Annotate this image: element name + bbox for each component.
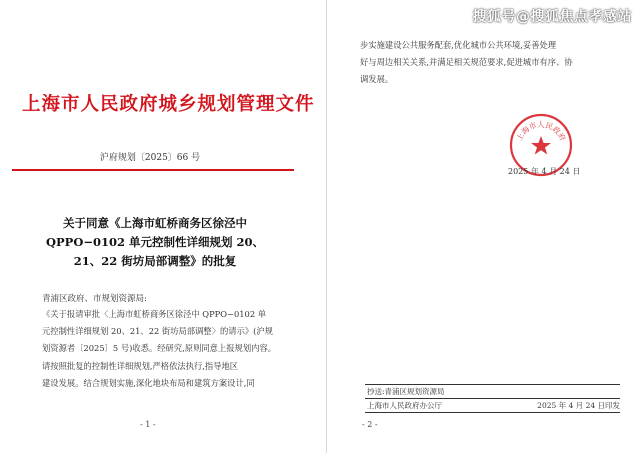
body-line: 步实施建设公共服务配套,优化城市公共环境,妥善处理 [360, 40, 557, 50]
cc-bottom-rule [365, 412, 620, 413]
title-line: 关于同意《上海市虹桥商务区徐泾中 [63, 216, 247, 230]
body-line: 建设发展。结合规划实施,深化地块布局和建筑方案设计,同 [42, 377, 255, 388]
watermark: 搜狐号@搜狐焦点孝感站 [472, 9, 632, 25]
issue-date: 2025 年 4 月 24 日印发 [537, 401, 620, 410]
seal-text: 上海市人民政府 [514, 120, 568, 143]
document-number: 沪府规划〔2025〕66 号 [99, 153, 201, 163]
title-line: 21、22 街坊局部调整》的批复 [73, 254, 237, 268]
issue-line [365, 399, 620, 412]
signature-date: 2025 年 4 月 24 日 [508, 167, 581, 176]
cc-label: 抄送:青浦区规划资源局 [367, 387, 445, 396]
red-separator-rule [12, 169, 294, 171]
cc-block [365, 384, 620, 413]
document-title [30, 214, 280, 271]
body-line: 请按照批复的控制性详细规划,严格依法执行,指导地区 [42, 360, 239, 371]
page-divider [326, 0, 327, 453]
cc-line [365, 385, 620, 398]
document-header-title: 上海市人民政府城乡规划管理文件 [22, 94, 315, 115]
body-line: 划资源者〔2025〕5 号)收悉。经研究,原则同意上报规划内容。 [42, 343, 277, 354]
salutation: 青浦区政府、市规划资源局: [42, 294, 147, 304]
body-line: 调发展。 [360, 74, 394, 84]
body-line: 好与周边相关关系,并满足相关规范要求,促进城市有序、协 [360, 57, 573, 67]
body-line: 元控制性详细规划 20、21、22 街坊局部调整〉的请示》(沪规 [42, 326, 274, 337]
title-line: QPPO−0102 单元控制性详细规划 20、 [46, 235, 264, 249]
body-paragraph [42, 306, 292, 392]
page-number-1: - 1 - [140, 420, 156, 429]
body-line: 《关于报请审批〈上海市虹桥商务区徐泾中 QPPO−0102 单 [42, 309, 267, 319]
continued-paragraph [360, 37, 616, 88]
page-number-2: - 2 - [362, 420, 378, 429]
issuer: 上海市人民政府办公厅 [367, 401, 442, 410]
